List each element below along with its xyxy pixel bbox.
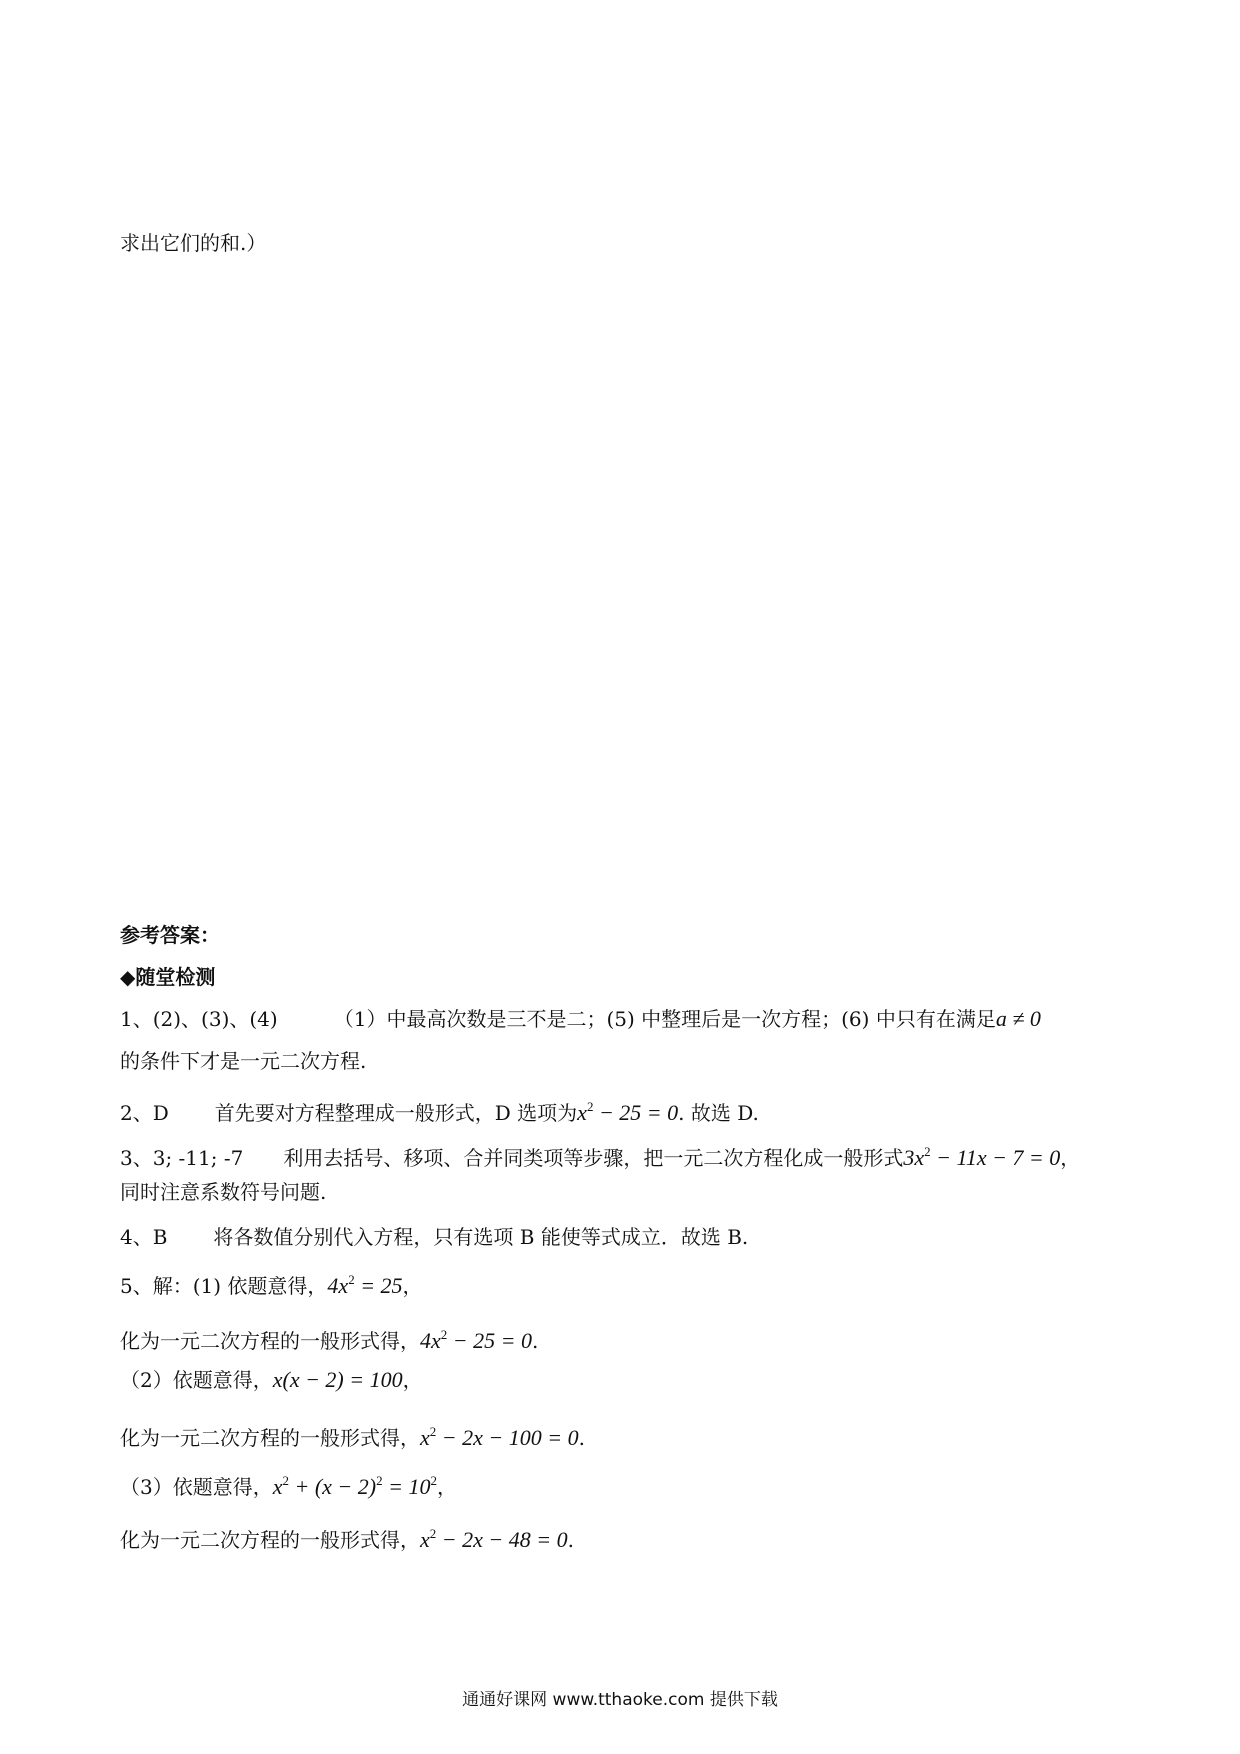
answer-3-number: 3、3; -11; -7	[120, 1146, 244, 1170]
answer-5-line-5: （3）依题意得，$x^2 + (x - 2)^2 = 10^2$，	[120, 1473, 457, 1499]
answer-3-text: 利用去括号、移项、合并同类项等步骤，把一元二次方程化成一般形式	[283, 1146, 904, 1170]
answer-5-math-6: $x^2 - 2x - 48 = 0$	[420, 1526, 568, 1552]
answer-3-math: $3x^2 - 11x - 7 = 0$	[903, 1144, 1061, 1170]
answer-2-math: $x^2 - 25 = 0$	[577, 1099, 679, 1125]
answer-1-continuation: 的条件下才是一元二次方程.	[120, 1049, 367, 1073]
answer-4	[120, 1222, 748, 1252]
answer-5-line-2: 化为一元二次方程的一般形式得，$4x^2 - 25 = 0$.	[120, 1327, 539, 1353]
answer-5-math-4: $x^2 - 2x - 100 = 0$	[420, 1424, 579, 1450]
answer-5-line-3: （2）依题意得，x(x − 2) = 100，	[120, 1367, 423, 1392]
answer-5-line-4: 化为一元二次方程的一般形式得，$x^2 - 2x - 100 = 0$.	[120, 1424, 585, 1450]
answer-2	[120, 1092, 759, 1128]
answer-3-tail: ，	[1060, 1146, 1081, 1170]
answer-5-math-1: $4x^2 = 25$	[327, 1272, 403, 1298]
continuation-text: 求出它们的和.）	[120, 231, 267, 255]
answer-1	[120, 1004, 1041, 1034]
answer-2-number: 2、D	[120, 1101, 169, 1125]
answer-4-text: 将各数值分别代入方程，只有选项 B 能使等式成立．故选 B.	[213, 1225, 749, 1249]
answer-2-text: 首先要对方程整理成一般形式，D 选项为	[214, 1101, 578, 1125]
answer-5-line-1: 5、解：(1) 依题意得，$4x^2 = 25$，	[120, 1272, 423, 1298]
answers-title: 参考答案：	[120, 923, 220, 947]
answer-3	[120, 1137, 1080, 1173]
answer-4-number: 4、B	[120, 1225, 168, 1249]
answer-1-math: a ≠ 0	[995, 1006, 1041, 1031]
answer-1-number: 1、(2)、(3)、(4)	[120, 1007, 278, 1031]
answer-2-tail: . 故选 D.	[678, 1101, 759, 1125]
section-title: ◆随堂检测	[120, 965, 216, 989]
answer-3-continuation: 同时注意系数符号问题.	[120, 1180, 327, 1204]
answer-5-line-6: 化为一元二次方程的一般形式得，$x^2 - 2x - 48 = 0$.	[120, 1526, 574, 1552]
answer-5-math-5: $x^2 + (x - 2)^2 = 10^2$	[272, 1473, 437, 1499]
page-footer: 通通好课网 www.tthaoke.com 提供下载	[462, 1690, 778, 1710]
answer-5-math-3: x(x − 2) = 100	[272, 1367, 403, 1392]
answer-5-math-2: $4x^2 - 25 = 0$	[420, 1327, 532, 1353]
answer-1-text: （1）中最高次数是三不是二；(5) 中整理后是一次方程；(6) 中只有在满足	[333, 1007, 996, 1031]
